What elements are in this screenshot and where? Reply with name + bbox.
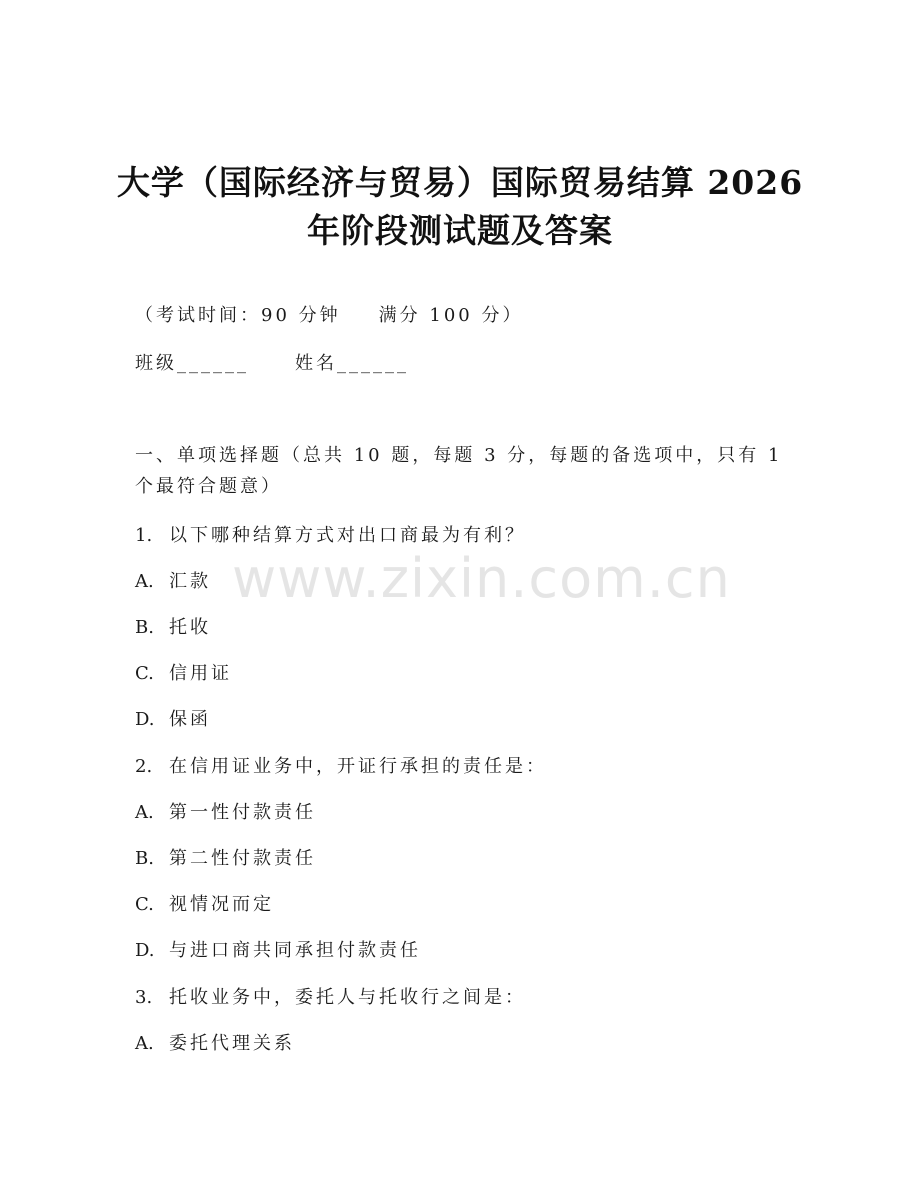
option-letter: B.	[135, 617, 154, 638]
student-fields	[135, 349, 409, 375]
question-number: 1.	[135, 525, 153, 546]
option-letter: D.	[135, 709, 155, 730]
document-title-line-1: 大学（国际经济与贸易）国际贸易结算 2026	[116, 163, 804, 202]
option-text: 汇款	[169, 571, 211, 592]
option-2a	[135, 798, 316, 824]
option-1d	[135, 705, 211, 731]
name-field: 姓名______	[295, 353, 409, 374]
exam-info	[135, 301, 523, 327]
option-1c	[135, 659, 232, 685]
section-heading-line-2: 个最符合题意）	[135, 476, 282, 497]
option-text: 委托代理关系	[169, 1033, 295, 1054]
option-text: 与进口商共同承担付款责任	[169, 940, 421, 961]
option-letter: D.	[135, 940, 155, 961]
option-letter: C.	[135, 663, 154, 684]
option-2b	[135, 844, 316, 870]
question-2	[135, 752, 547, 778]
option-letter: B.	[135, 848, 154, 869]
option-letter: A.	[135, 1033, 154, 1054]
option-2c	[135, 890, 274, 916]
question-1	[135, 521, 526, 547]
document-title-line-2: 年阶段测试题及答案	[307, 211, 613, 250]
question-text: 托收业务中，委托人与托收行之间是：	[169, 987, 526, 1008]
section-heading-line-1: 一、单项选择题（总共 10 题，每题 3 分，每题的备选项中，只有 1	[135, 445, 783, 466]
option-3a	[135, 1029, 295, 1055]
question-text: 以下哪种结算方式对出口商最为有利？	[169, 525, 526, 546]
option-text: 第二性付款责任	[169, 848, 316, 869]
question-text: 在信用证业务中，开证行承担的责任是：	[169, 756, 547, 777]
question-number: 3.	[135, 987, 153, 1008]
question-number: 2.	[135, 756, 153, 777]
question-3	[135, 983, 526, 1009]
watermark: www.zixin.com.cn	[232, 547, 731, 610]
option-text: 视情况而定	[169, 894, 274, 915]
option-letter: C.	[135, 894, 154, 915]
option-text: 托收	[169, 617, 211, 638]
option-2d	[135, 936, 421, 962]
option-text: 第一性付款责任	[169, 802, 316, 823]
option-letter: A.	[135, 802, 154, 823]
option-letter: A.	[135, 571, 154, 592]
class-field: 班级______	[135, 353, 249, 374]
exam-score: 满分 100 分）	[378, 305, 524, 326]
exam-time: （考试时间：90 分钟	[135, 305, 341, 326]
option-1a	[135, 567, 211, 593]
option-1b	[135, 613, 211, 639]
option-text: 信用证	[169, 663, 232, 684]
option-text: 保函	[169, 709, 211, 730]
